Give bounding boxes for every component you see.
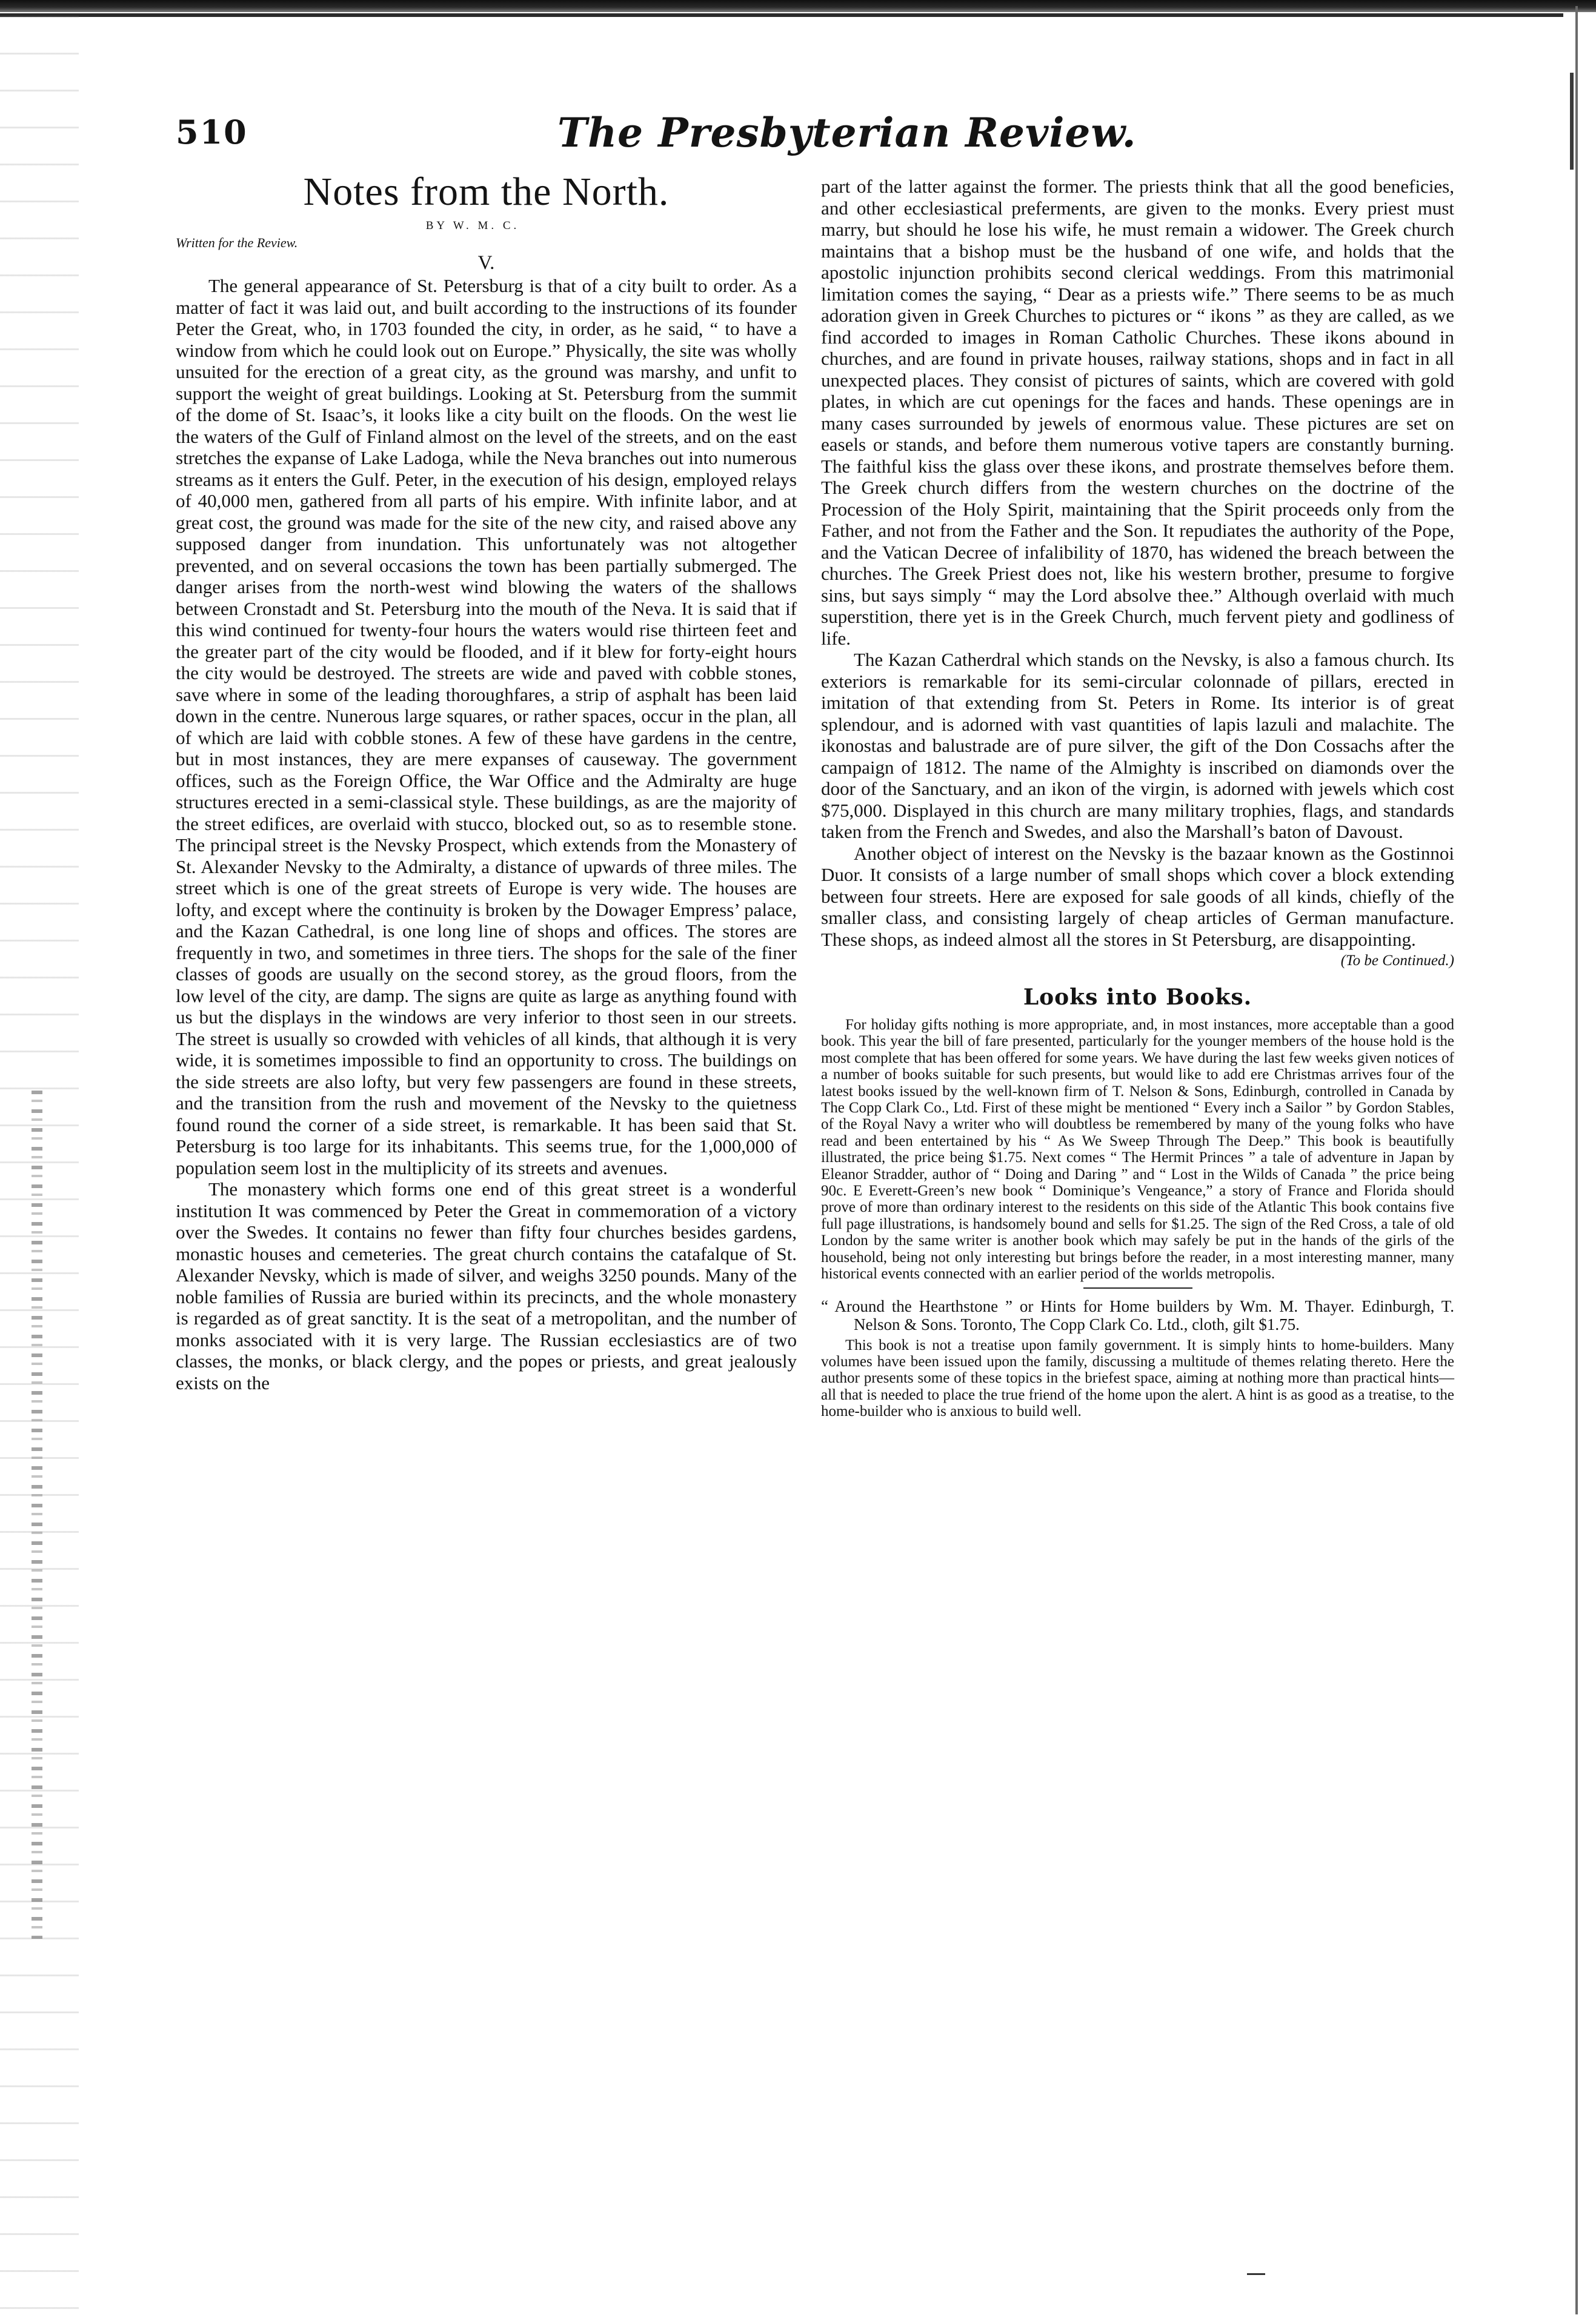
page-number: 510 (176, 113, 248, 151)
to-be-continued: (To be Continued.) (1340, 952, 1454, 969)
book-entry: “ Around the Hearthstone ” or Hints for Home builders by Wm. M. Thayer. Edinburgh, T. Nelson & Sons. Toronto, The Copp Clark Co. Ltd., cloth, gilt $1.75. (821, 1297, 1454, 1334)
right-margin-rule (1575, 6, 1578, 2314)
article-byline: BY W. M. C. (425, 219, 520, 232)
article-title: Notes from the North. (303, 170, 670, 214)
left-column (176, 170, 797, 1393)
binding-strip (32, 1091, 42, 1939)
section-divider (1083, 1287, 1192, 1289)
section-numeral: V. (477, 252, 495, 274)
top-rule (0, 13, 1563, 17)
right-column (821, 176, 1454, 1420)
article-paragraph: The Kazan Catherdral which stands on the Nevsky, is also a famous church. Its exteriors is remarkable for its semi-circular colonnade of pillars, erected in imitation of that extending from St. Peters in Rome. Its interior is of great splendour, and is adorned with vast quantities of lapis lazuli and malachite. The ikonostas and balustrade are of pure silver, the gift of the Don Cossachs after the campaign of 1812. The name of the Almighty is inscribed on diamonds over the door of the Sanctuary, and an ikon of the virgin, is adorned with jewels which cost $75,000. Displayed in this church are many military trophies, flags, and standards taken from the French and Swedes, and also the Marshall’s baton of Davoust. (821, 649, 1454, 842)
masthead-title: The Presbyterian Review. (557, 109, 1137, 156)
book-review-text: This book is not a treatise upon family government. It is simply hints to home-builders. Many volumes have been issued upon the family, discussing a multitude of themes relating thereto. Here the author presents some of these topics in the briefest space, aiming at nothing more than practical hints—all that is needed to place the true friend of the home upon the alert. A hint is as good as a treatise, to the home-builder who is anxious to build well. (821, 1337, 1454, 1420)
article-paragraph: The monastery which forms one end of this great street is a wonderful institution It was commenced by Peter the Great in commemoration of a victory over the Swedes. It contains no fewer than fifty four churches besides gardens, monastic houses and cemeteries. The great church contains the catafalque of St. Alexander Nevsky, which is made of silver, and weighs 3250 pounds. Many of the noble families of Russia are buried within its precincts, and the whole monastery is regarded as of great sanctity. It is the seat of a metropolitan, and the number of monks associated with it is very large. The Russian ecclesiastics are of two classes, the monks, or black clergy, and the popes or priests, and great jealously exists on the (176, 1178, 797, 1393)
page-top-edge (0, 0, 1596, 12)
written-for-note: Written for the Review. (176, 235, 298, 250)
books-intro: For holiday gifts nothing is more appropriate, and, in most instances, more acceptable than a good book. This year the bill of fare presented, particularly for the younger members of the house hold is the most complete that has been offered for some years. We have during the last few weeks given notices of a number of books suitable for such presents, but would like to add ere Christmas arrives four of the latest books issued by the well-known firm of T. Nelson & Sons, Edinburgh, controlled in Canada by The Copp Clark Co., Ltd. First of these might be mentioned “ Every inch a Sailor ” by Gordon Stables, of the Royal Navy a writer who will doubtless be remembered by many of the young folks who have read and been entertained by his “ As We Sweep Through The Deep.” This book is beautifully illustrated, the price being $1.75. Next comes “ The Hermit Princes ” a tale of adventure in Japan by Eleanor Stradder, author of “ Doing and Daring ” and “ Lost in the Wilds of Canada ” the price being 90c. E Everett-Green’s new book “ Dominique’s Vengeance,” a story of France and Florida should prove of more than ordinary interest to the residents on this side of the Atlantic This book contains five full page illustrations, is handsomely bound and sells for $1.25. The sign of the Red Cross, a tale of old London by the same writer is another book which may safely be put in the hands of the girls of the household, being not only interesting but brings before the reader, in a most interesting manner, many historical events connected with an earlier period of the worlds metropolis. (821, 1017, 1454, 1283)
books-heading: Looks into Books. (1023, 985, 1252, 1010)
article-paragraph: The general appearance of St. Petersburg is that of a city built to order. As a matter of fact it was laid out, and built according to the instructions of its founder Peter the Great, who, in 1703 founded the city, in order, as he said, “ to have a window from which he could look out on Europe.” Physically, the site was wholly unsuited for the erection of a great city, as the ground was marshy, and unfit to support the weight of great buildings. Looking at St. Petersburg from the summit of the dome of St. Isaac’s, it looks like a city built on the floods. On the west lie the waters of the Gulf of Finland almost on the level of the streets, and on the east stretches the expanse of Lake Ladoga, while the Neva branches out into numerous streams as it enters the Gulf. Peter, in the execution of his design, employed relays of 40,000 men, gathered from all parts of his empire. With infinite labor, and at great cost, the ground was made for the site of the new city, and raised above any supposed danger from inundation. This unfortunately was not altogether prevented, and on several occasions the town has been partially submerged. The danger arises from the north-west wind blowing the waters of the shallows between Cronstadt and St. Petersburg into the mouth of the Neva. It is said that if this wind continued for twenty-four hours the waters would rise thirteen feet and the greater part of the city would be flooded, and if it blew for forty-eight hours the city would be destroyed. The streets are wide and paved with cobble stones, save where in some of the leading thoroughfares, a strip of asphalt has been laid down in the centre. Nunerous large squares, or rather spaces, occur in the plan, all of which are laid with cobble stones. A few of these have gardens in the centre, but in most instances, they are mere expanses of causeway. The government offices, such as the Foreign Office, the War Office and the Admiralty are huge structures erected in a semi-classical style. These buildings, as are the majority of the street edifices, are overlaid with stucco, blocked out, so as to resemble stone. The principal street is the Nevsky Prospect, which extends from the Monastery of St. Alexander Nevsky to the Admiralty, a distance of upwards of three miles. The street which is one of the great streets of Europe is very wide. The houses are lofty, and except where the continuity is broken by the Dowager Empress’ palace, and the Kazan Cathedral, is one long line of shops and offices. The stores are frequently in two, and sometimes in three tiers. The shops for the sale of the finer classes of goods are usually on the second storey, as the groud floors, from the low level of the city, are damp. The signs are quite as large as anything found with us but the displays in the windows are very inferior to thost seen in our streets. The street is usually so crowded with vehicles of all kinds, that although it is very wide, it is sometimes impossible to find an opportunity to cross. The buildings on the side streets are also lofty, but very few passengers are found in these streets, and the transition from the rush and movement of the Nevsky to the quietness found round the corner of a side street, is remarkable. It has been said that St. Petersburg is too large for its inhabitants. This seems true, for the 1,000,000 of population seem lost in the multiplicity of its streets and avenues. (176, 275, 797, 1178)
books-section (821, 1017, 1454, 1283)
article-paragraph: part of the latter against the former. The priests think that all the good beneficies, and other ecclesiastical preferments, are given to the monks. Every priest must marry, but should he lose his wife, he must remain a widower. The Greek church maintains that a bishop must be the husband of one wife, and holds that the apostolic injunction prohibits second clerical weddings. From this matrimonial limitation comes the saying, “ Dear as a priests wife.” There seems to be as much adoration given in Greek Churches to pictures or “ ikons ” as they are called, as we find accorded to images in Roman Catholic Churches. These ikons abound in churches, and are found in private houses, railway stations, shops and in fact in all unexpected places. They consist of pictures of saints, which are covered with gold plates, in which are cut openings for the faces and hands. These openings are in many cases surrounded by jewels of enormous value. These pictures are set on easels or stands, and before them numerous votive tapers are constantly burning. The faithful kiss the glass over these ikons, and prostrate themselves before them. The Greek church differs from the western churches on the doctrine of the Procession of the Holy Spirit, maintaining that the Spirit proceeds only from the Father, and not from the Father and the Son. It repudiates the authority of the Pope, and the Vatican Decree of infalibility of 1870, has widened the breach between the churches. The Greek Priest does not, like his western brother, presume to forgive sins, but says simply “ may the Lord absolve thee.” Although overlaid with much superstition, there yet is in the Greek Church, much fervent piety and godliness of life. (821, 176, 1454, 649)
right-margin-mark (1560, 73, 1584, 170)
bottom-dash-mark (1247, 2273, 1265, 2275)
article-paragraph: Another object of interest on the Nevsky is the bazaar known as the Gostinnoi Duor. It consists of a large number of small shops which cover a block extending between four streets. Here are exposed for sale goods of all kinds, chiefly of the smaller class, and consisting largely of cheap articles of German manufacture. These shops, as indeed almost all the stores in St Petersburg, are disappointing. (821, 842, 1454, 950)
book-review (821, 1337, 1454, 1420)
